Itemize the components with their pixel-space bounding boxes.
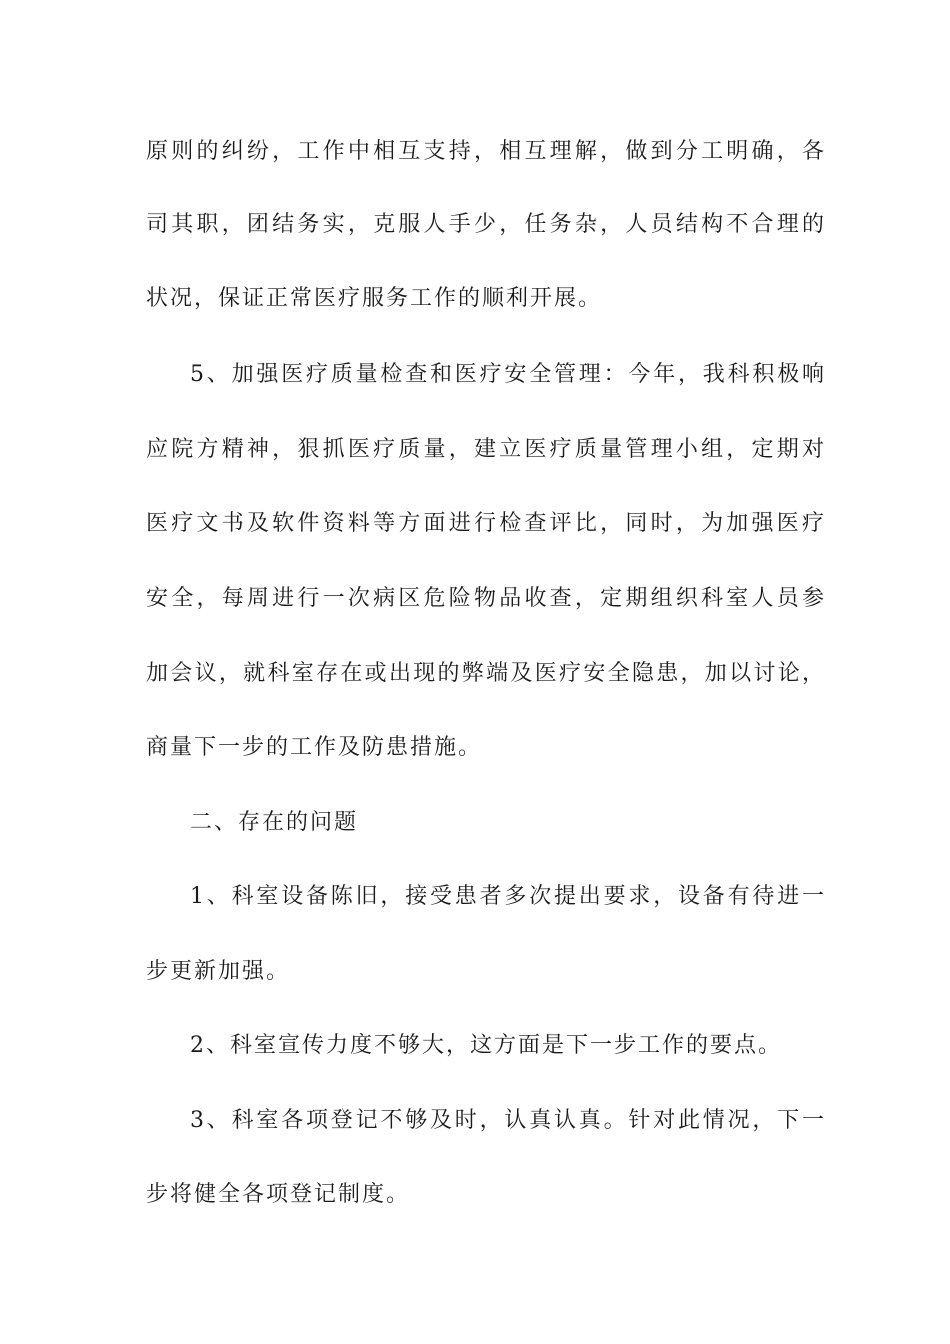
paragraph-5-line-2: 应院方精神，狠抓医疗质量，建立医疗质量管理小组，定期对 <box>146 437 826 462</box>
paragraph-5-line-1: 5、加强医疗质量检查和医疗安全管理：今年，我科积极响 <box>190 362 826 387</box>
text-line-2: 司其职，团结务实，克服人手少，任务杂，人员结构不合理的 <box>146 212 826 237</box>
paragraph-5-line-3: 医疗文书及软件资料等方面进行检查评比，同时，为加强医疗 <box>146 511 826 536</box>
paragraph-5-line-5: 加会议，就科室存在或出现的弊端及医疗安全隐患，加以讨论， <box>146 661 826 686</box>
text-line-3: 状况，保证正常医疗服务工作的顺利开展。 <box>146 286 603 311</box>
text-line-1: 原则的纠纷，工作中相互支持，相互理解，做到分工明确，各 <box>146 139 826 164</box>
paragraph-5-line-6: 商量下一步的工作及防患措施。 <box>146 735 483 760</box>
issue-2-line-1: 2、科室宣传力度不够大，这方面是下一步工作的要点。 <box>190 1033 782 1058</box>
issue-3-line-2: 步将健全各项登记制度。 <box>146 1182 411 1207</box>
issue-3-line-1: 3、科室各项登记不够及时，认真认真。针对此情况，下一 <box>190 1108 826 1133</box>
issue-1-line-2: 步更新加强。 <box>146 959 291 984</box>
paragraph-5-line-4: 安全，每周进行一次病区危险物品收查，定期组织科室人员参 <box>146 586 826 611</box>
section-heading: 二、存在的问题 <box>190 810 359 835</box>
issue-1-line-1: 1、科室设备陈旧，接受患者多次提出要求，设备有待进一 <box>190 884 826 909</box>
